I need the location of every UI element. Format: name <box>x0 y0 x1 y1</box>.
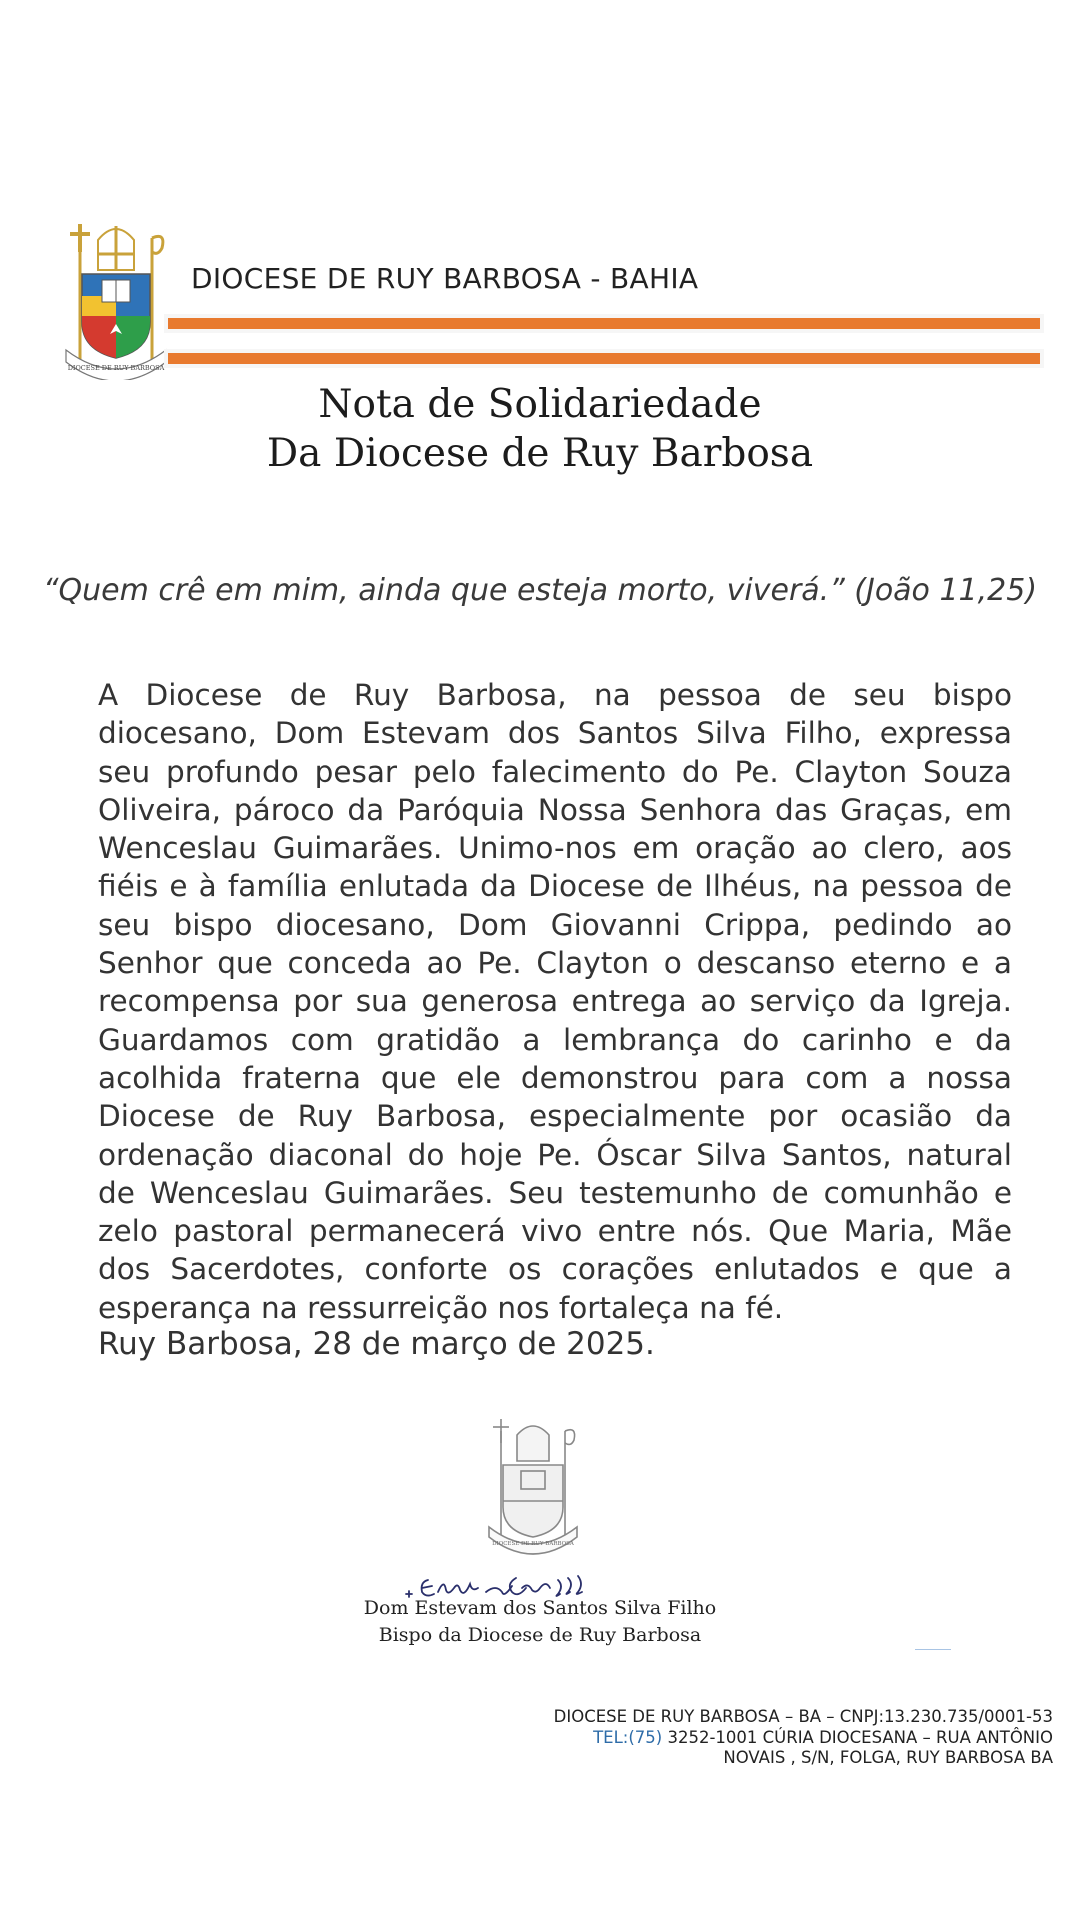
document-title <box>0 380 1080 478</box>
footer-tel-label: TEL:(75) <box>593 1727 663 1747</box>
body-paragraph: A Diocese de Ruy Barbosa, na pessoa de seu bispo diocesano, Dom Estevam dos Santos Silva Filho, expressa seu profundo pesar pelo falecimento do Pe. Clayton Souza Oliveira, pároco da Paróquia Nossa Senhora das Graças, em Wenceslau Guimarães. Unimo-nos em oração ao clero, aos fiéis e à família enlutada da Diocese de Ilhéus, na pessoa de seu bispo diocesano, Dom Giovanni Crippa, pedindo ao Senhor que conceda ao Pe. Clayton o descanso eterno e a recompensa por sua generosa entrega ao serviço da Igreja. Guardamos com gratidão a lembrança do carinho e da acolhida fraterna que ele demonstrou para com a nossa Diocese de Ruy Barbosa, especialmente por ocasião da ordenação diaconal do hoje Pe. Óscar Silva Santos, natural de Wenceslau Guimarães. Seu testemunho de comunhão e zelo pastoral permanecerá vivo entre nós. Que Maria, Mãe dos Sacerdotes, conforte os corações enlutados e que a esperança na ressurreição nos fortaleça na fé. <box>98 678 1012 1325</box>
scripture-quote: “Quem crê em mim, ainda que esteja morto, viverá.” (João 11,25) <box>42 573 1038 608</box>
decorative-line <box>915 1649 951 1650</box>
footer-line-2-text: 3252-1001 CÚRIA DIOCESANA – RUA ANTÔNIO <box>662 1727 1053 1747</box>
footer-contact <box>554 1707 1053 1769</box>
signatory-role: Bispo da Diocese de Ruy Barbosa <box>378 1624 702 1646</box>
svg-text:DIOCESE DE RUY BARBOSA: DIOCESE DE RUY BARBOSA <box>67 364 165 372</box>
signatory-name: Dom Estevam dos Santos Silva Filho <box>363 1597 717 1619</box>
header-diocese-title: DIOCESE DE RUY BARBOSA - BAHIA <box>191 262 699 295</box>
diocese-seal-stamp <box>485 1415 581 1555</box>
title-line-1: Nota de Solidariedade <box>318 382 762 427</box>
svg-text:DIOCESE DE RUY BARBOSA: DIOCESE DE RUY BARBOSA <box>492 1541 574 1547</box>
title-line-2: Da Diocese de Ruy Barbosa <box>266 431 814 476</box>
date-line: Ruy Barbosa, 28 de março de 2025. <box>98 1326 655 1362</box>
footer-line-1: DIOCESE DE RUY BARBOSA – BA – CNPJ:13.230.735/0001-53 <box>553 1707 1053 1726</box>
header-orange-stripe-top <box>168 318 1040 329</box>
footer-line-2 <box>554 1728 1053 1749</box>
header-orange-stripe-bottom <box>168 353 1040 364</box>
footer-line-3: NOVAIS , S/N, FOLGA, RUY BARBOSA BA <box>723 1748 1053 1767</box>
diocese-coat-of-arms-logo <box>60 218 172 380</box>
